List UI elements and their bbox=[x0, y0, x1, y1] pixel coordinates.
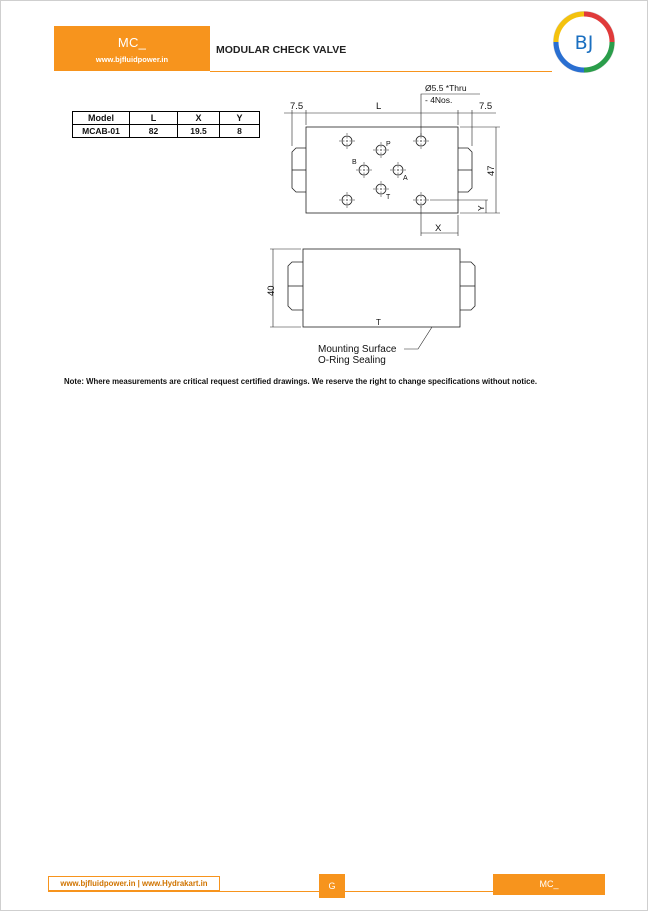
bj-logo bbox=[552, 10, 616, 74]
side-view-body bbox=[303, 249, 460, 327]
cell-model: MCAB-01 bbox=[73, 125, 130, 138]
spec-table bbox=[72, 111, 260, 138]
col-model: Model bbox=[73, 112, 130, 125]
hole-callout-2: - 4Nos. bbox=[425, 95, 453, 105]
port-b: B bbox=[352, 159, 357, 166]
dim-height-label: 47 bbox=[486, 165, 497, 176]
dim-length-label: L bbox=[376, 101, 382, 112]
page-number: G bbox=[319, 874, 345, 898]
cell-x: 19.5 bbox=[178, 125, 220, 138]
dim-right-label: 7.5 bbox=[479, 101, 493, 112]
col-y: Y bbox=[220, 112, 260, 125]
dim-side-height-label: 40 bbox=[266, 285, 277, 296]
dim-left-label: 7.5 bbox=[290, 101, 304, 112]
hole-callout-1: Ø5.5 *Thru bbox=[425, 83, 467, 93]
cell-l: 82 bbox=[130, 125, 178, 138]
disclaimer-note: Note: Where measurements are critical request certified drawings. We reserve the right to change specifications without notice. bbox=[64, 377, 537, 386]
port-a: A bbox=[403, 175, 408, 182]
header-rule bbox=[210, 71, 552, 72]
footer-links[interactable]: www.bjfluidpower.in | www.Hydrakart.in bbox=[48, 876, 220, 891]
header-tab bbox=[54, 26, 210, 71]
mounting-surface-label: Mounting Surface bbox=[318, 344, 397, 355]
port-p: P bbox=[386, 141, 391, 148]
logo-text: BJ bbox=[574, 32, 594, 54]
table-row bbox=[73, 125, 260, 138]
oring-sealing-label: O-Ring Sealing bbox=[318, 355, 386, 366]
dim-y-label: Y bbox=[476, 205, 486, 211]
table-header-row bbox=[73, 112, 260, 125]
header-website[interactable]: www.bjfluidpower.in bbox=[95, 55, 169, 64]
side-port-mark: T bbox=[376, 318, 381, 327]
dim-x-label: X bbox=[435, 223, 442, 234]
col-l: L bbox=[130, 112, 178, 125]
port-t: T bbox=[386, 194, 391, 201]
product-code: MC_ bbox=[117, 35, 147, 50]
page-title: MODULAR CHECK VALVE bbox=[216, 44, 347, 56]
cell-y: 8 bbox=[220, 125, 260, 138]
footer-product-code: MC_ bbox=[493, 874, 605, 895]
col-x: X bbox=[178, 112, 220, 125]
valve-drawing bbox=[255, 80, 520, 370]
footer-rule bbox=[48, 891, 605, 892]
